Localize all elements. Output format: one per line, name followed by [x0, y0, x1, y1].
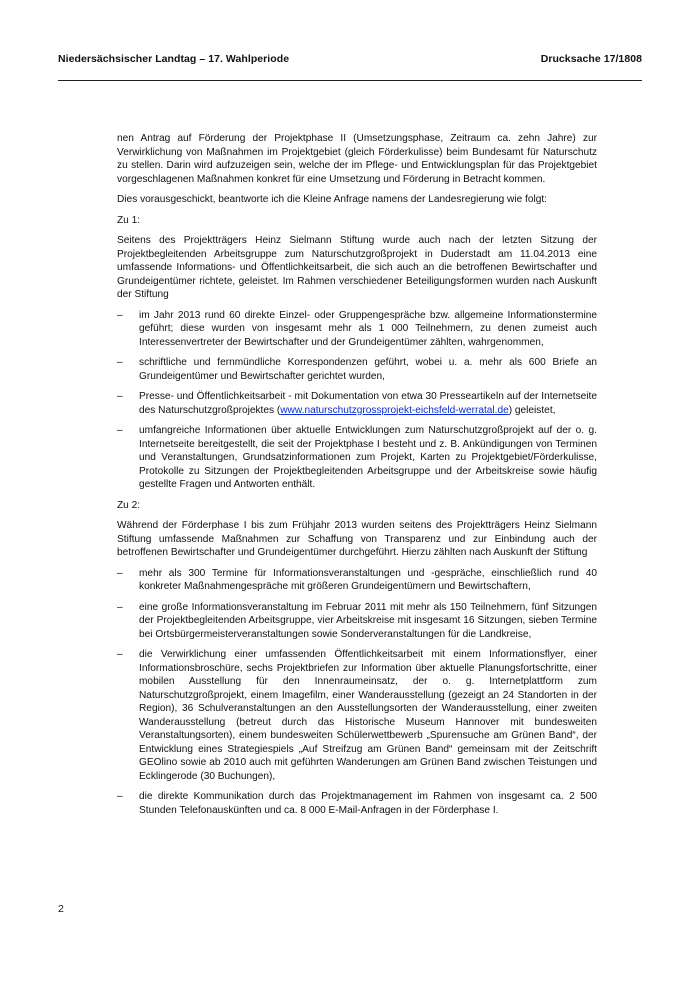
list-item: – mehr als 300 Termine für Informationsveranstaltungen und -gespräche, einschließlich rund 40 konkreter Maßnahmengespräche mit größeren Grundeigentümern und Bewirtschaftern,: [117, 567, 597, 594]
answer-1-list: [117, 309, 597, 492]
answer-1-text: Seitens des Projektträgers Heinz Sielmann Stiftung wurde auch nach der letzten Sitzung der Projektbegleitenden Arbeitsgruppe zum Naturschutzgroßprojekt in Duderstadt am 11.04.2013 eine umfassende Informations- und Öffentlichkeitsarbeit, die sich auch an die betroffenen Bewirtschafter und Grundeigentümer richtete, geleistet. Im Rahmen verschiedener Beteiligungsformen wurden nach Auskunft der Stiftung: [117, 235, 597, 300]
header-divider: [58, 80, 642, 81]
list-item: [117, 390, 597, 417]
header-parliament-title: Niedersächsischer Landtag – 17. Wahlperiode: [58, 53, 290, 65]
list-item: – eine große Informationsveranstaltung im Februar 2011 mit mehr als 150 Teilnehmern, fünf Sitzungen der Projektbegleitenden Arbeitsgruppe, vier Arbeitskreise mit insgesamt 16 Sitzungen, sieben Termine bei Ortsbürgermeisterveranstaltungen sowie Sonderveranstaltungen für die Landkreise,: [117, 601, 597, 642]
document-body: [117, 132, 597, 824]
list-item: – die Verwirklichung einer umfassenden Öffentlichkeitsarbeit mit einem Informationsflyer, einer Informationsbroschüre, sechs Projektbriefen zur Information über aktuelle Planungsfortschritte, einer mobilen Ausstellung für den Innenraumeinsatz, der o. g. Internetplattform zum Naturschutzgroßprojekt, einem Imagefilm, einer Wanderausstellung (gezeigt an 24 Standorten in der Region), 36 Schulveranstaltungen an den Ausstellungsorten der Wanderausstellung, einer zweiten Wanderausstellung (betreut durch das Historische Museum Hannover mit bundesweiten Veranstaltungsorten), einem bundesweiten Schülerwettbewerb „Spurensuche am Grünen Band“, der Entwicklung eines Strategiespiels „Auf Streifzug am Grünen Band“ gemeinsam mit der Zeitschrift GEOlino sowie ab 2010 auch mit geführten Wanderungen am Grünen Band zwischen Teistungen und Ecklingerode (30 Buchungen),: [117, 648, 597, 783]
intro-paragraph: nen Antrag auf Förderung der Projektphase II (Umsetzungsphase, Zeitraum ca. zehn Jahre) zur Verwirklichung von Maßnahmen im Projektgebiet (gleich Förderkulisse) beim Bundesamt für Naturschutz zu stellen. Darin wird aufzuzeigen sein, welche der im Pflege- und Entwicklungsplan für das Projektgebiet vorgeschlagenen Maßnahmen konkret für eine Umsetzung und Förderung in Betracht kommen.: [117, 133, 597, 185]
list-item: – umfangreiche Informationen über aktuelle Entwicklungen zum Naturschutzgroßprojekt auf der o. g. Internetseite bereitgestellt, die seit der Projektphase I besteht und z. B. Ankündigungen von Terminen und Veranstaltungen, Grundsatzinformationen zum Projekt, Karten zu Projektgebiet/Förderkulisse, Protokolle zu Sitzungen der Projektbegleitenden Arbeitsgruppe und der Arbeitskreise sowie häufig gestellte Fragen und Antworten enthält.: [117, 424, 597, 492]
list-item: – im Jahr 2013 rund 60 direkte Einzel- oder Gruppengespräche bzw. allgemeine Informationstermine geführt; diese wurden von insgesamt mehr als 1 000 Teilnehmern, zu denen zumeist auch Interessenvertreter der Bewirtschafter und der Grundeigentümer zählten, wahrgenommen,: [117, 309, 597, 350]
answer-2-list: [117, 567, 597, 818]
preface-paragraph: Dies vorausgeschickt, beantworte ich die Kleine Anfrage namens der Landesregierung wie folgt:: [117, 194, 548, 205]
project-website-link[interactable]: www.naturschutzgrossprojekt-eichsfeld-werratal.de: [280, 404, 509, 416]
answer-2-heading: Zu 2:: [117, 499, 141, 511]
press-text-before: Presse- und Öffentlichkeitsarbeit - mit Dokumentation von etwa 30 Presseartikeln auf der Internetseite des Naturschutzgroßprojektes (: [139, 391, 597, 416]
press-text-after: ) geleistet,: [508, 404, 556, 416]
list-item: – die direkte Kommunikation durch das Projektmanagement im Rahmen von insgesamt ca. 2 500 Stunden Telefonauskünften und ca. 8 000 E-Mail-Anfragen in der Förderphase I.: [117, 790, 597, 817]
answer-2-text: Während der Förderphase I bis zum Frühjahr 2013 wurden seitens des Projektträgers Heinz Sielmann Stiftung umfassende Maßnahmen zur Schaffung von Transparenz und zur Einbindung auch der betroffenen Bewirtschafter und Grundeigentümer durchgeführt. Hierzu zählten nach Auskunft der Stiftung: [117, 520, 597, 558]
list-item: – schriftliche und fernmündliche Korrespondenzen geführt, wobei u. a. mehr als 600 Briefe an Grundeigentümer und Bewirtschafter gerichtet wurden,: [117, 356, 597, 383]
page-number: 2: [58, 903, 64, 915]
answer-1-heading: Zu 1:: [117, 214, 141, 226]
header-document-number: Drucksache 17/1808: [540, 53, 642, 65]
